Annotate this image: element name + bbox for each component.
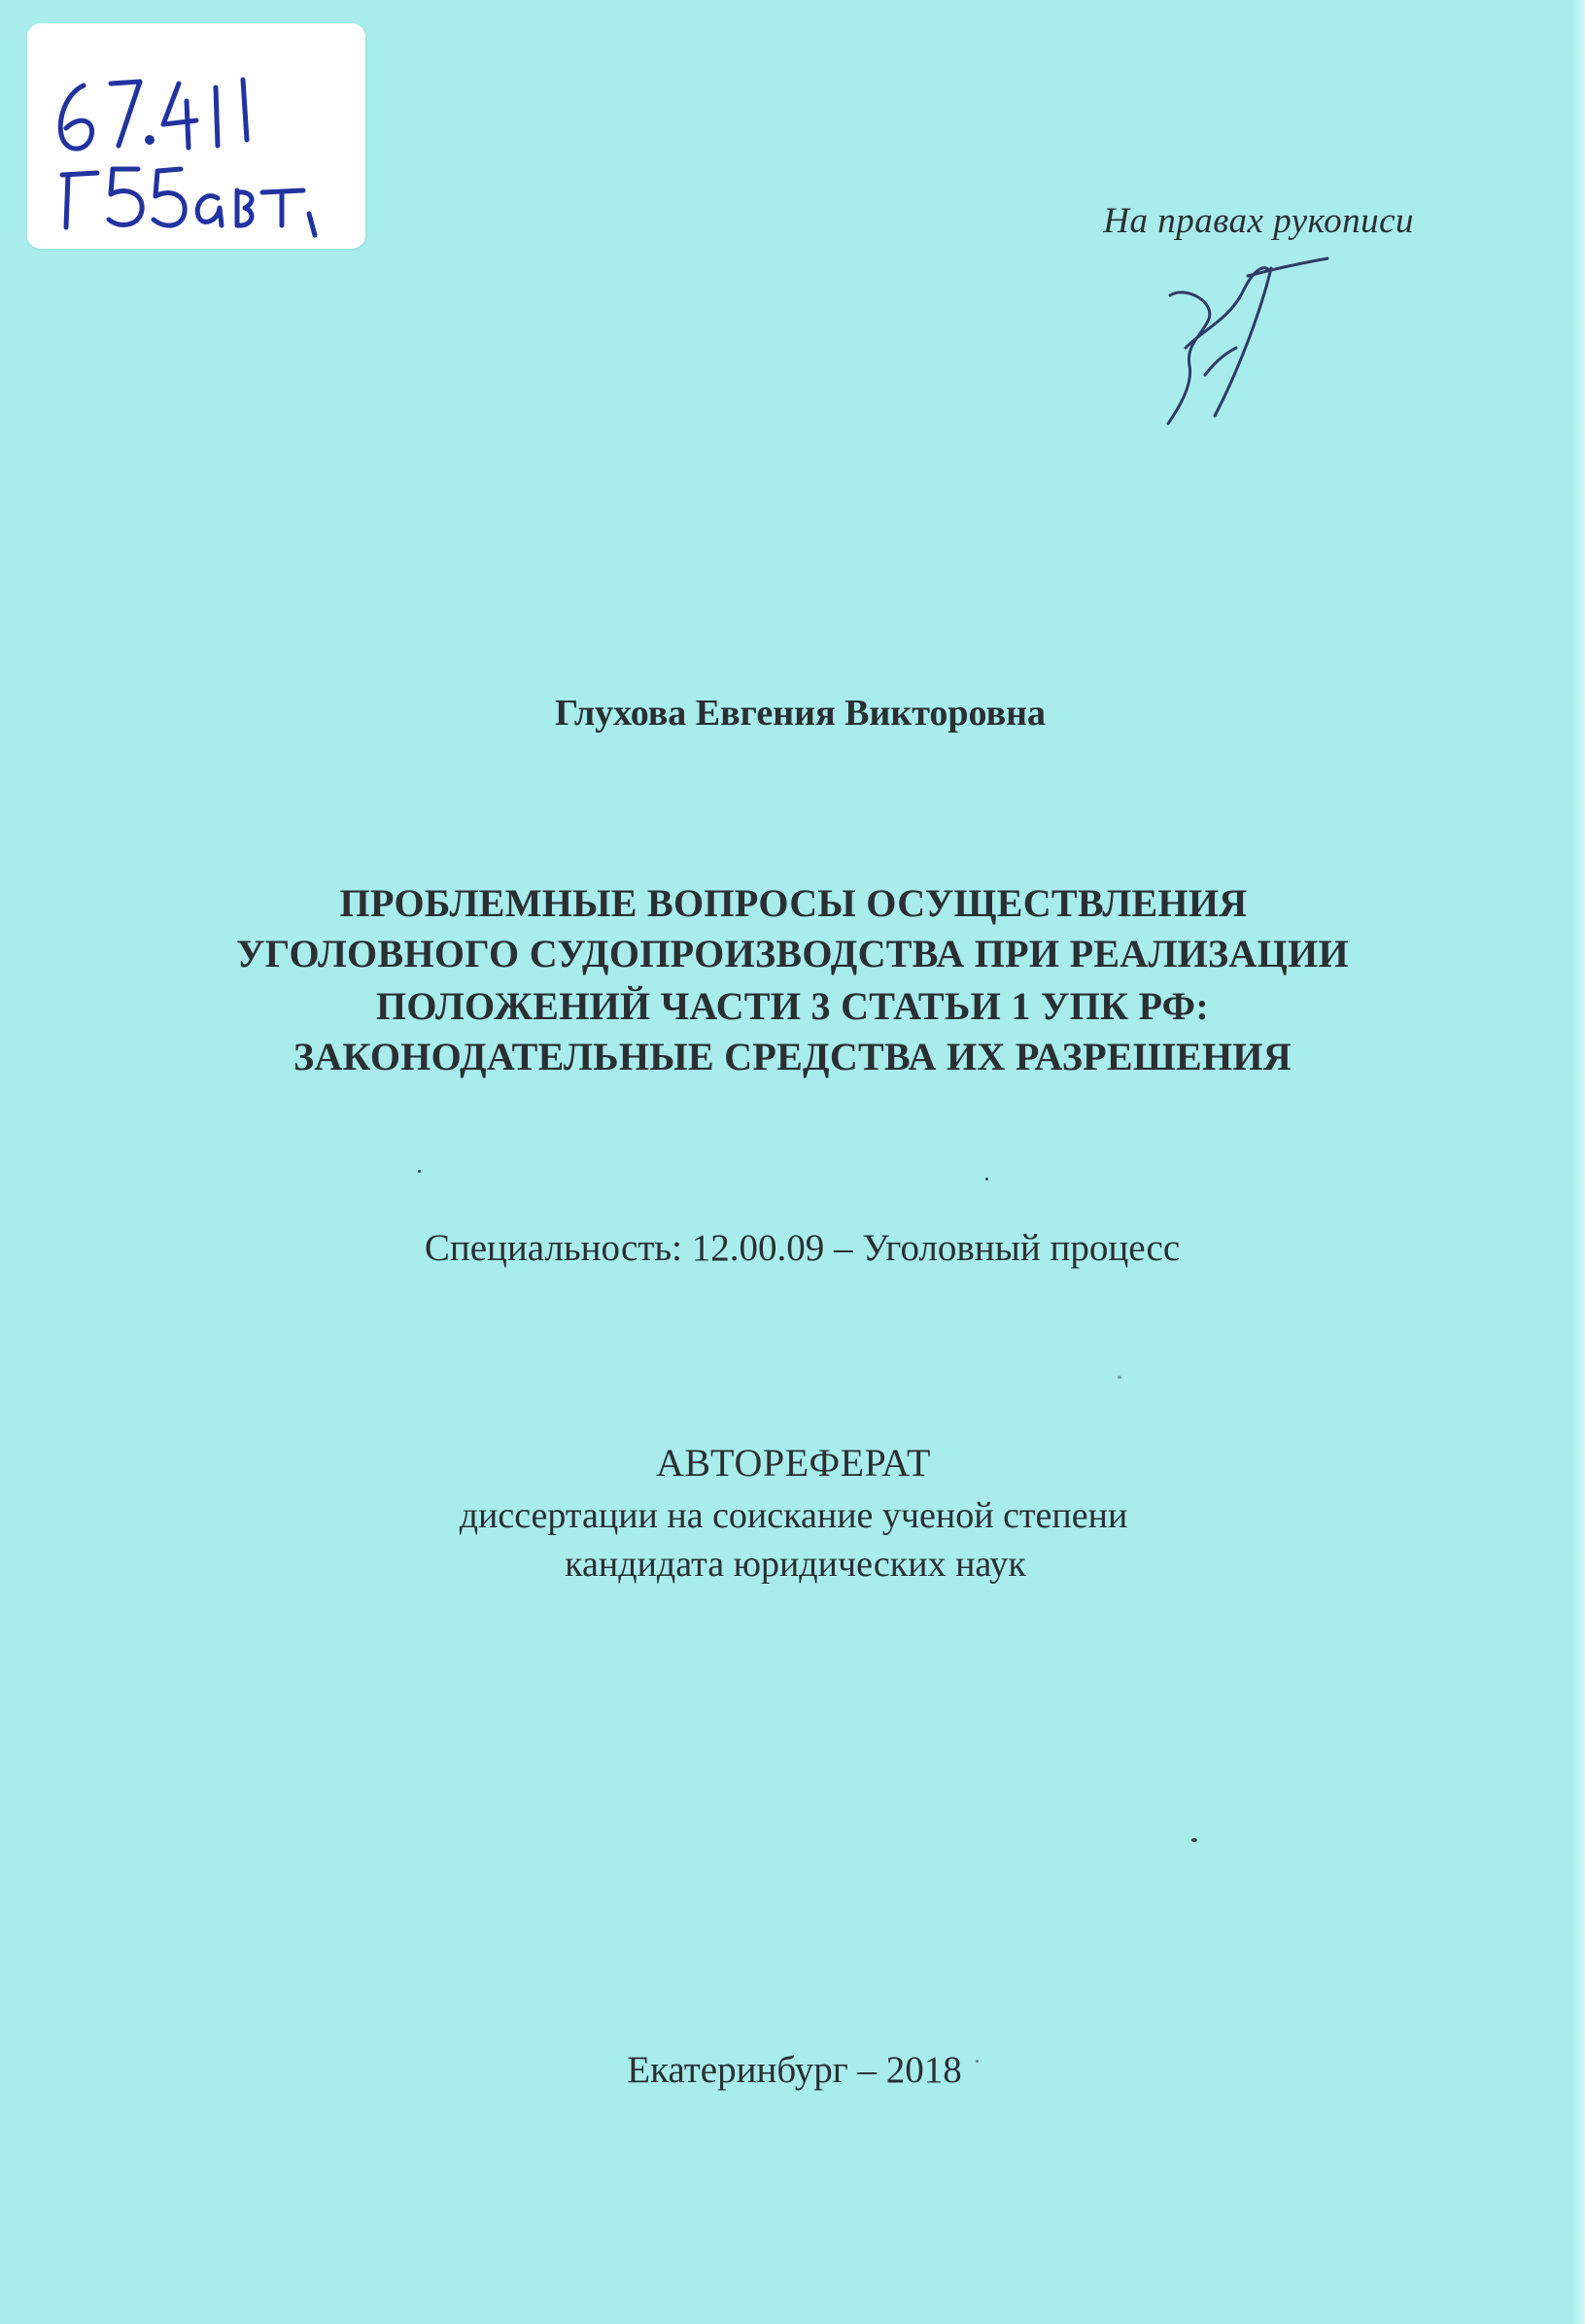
author-name: Глухова Евгения Викторовна [554,693,1047,734]
dissertation-title-line: ЗАКОНОДАТЕЛЬНЫЕ СРЕДСТВА ИХ РАЗРЕШЕНИЯ [293,1035,1292,1078]
abstract-heading: АВТОРЕФЕРАТ [656,1441,931,1485]
dissertation-title-line: УГОЛОВНОГО СУДОПРОИЗВОДСТВА ПРИ РЕАЛИЗАЦИИ [236,932,1349,975]
paper-speck [985,1178,988,1180]
paper-speck [1118,1376,1121,1379]
paper-speck [976,2060,979,2063]
abstract-description-line: диссертации на соискание ученой степени [459,1495,1128,1536]
abstract-description-line: кандидата юридических наук [565,1544,1026,1585]
handwritten-signature [1147,251,1341,445]
page-edge [1571,0,1585,2324]
city-year: Екатеринбург – 2018 [627,2049,962,2091]
paper-speck [418,1170,421,1173]
manuscript-rights-label: На правах рукописи [1103,201,1414,241]
dissertation-title-line: ПОЛОЖЕНИЙ ЧАСТИ 3 СТАТЬИ 1 УПК РФ: [376,984,1209,1028]
library-code-sticker [27,23,365,249]
specialty-line: Специальность: 12.00.09 – Уголовный процесс [424,1227,1181,1269]
paper-speck [1191,1838,1197,1842]
library-code-handwriting [27,23,365,249]
dissertation-title-line: ПРОБЛЕМНЫЕ ВОПРОСЫ ОСУЩЕСТВЛЕНИЯ [339,881,1248,925]
